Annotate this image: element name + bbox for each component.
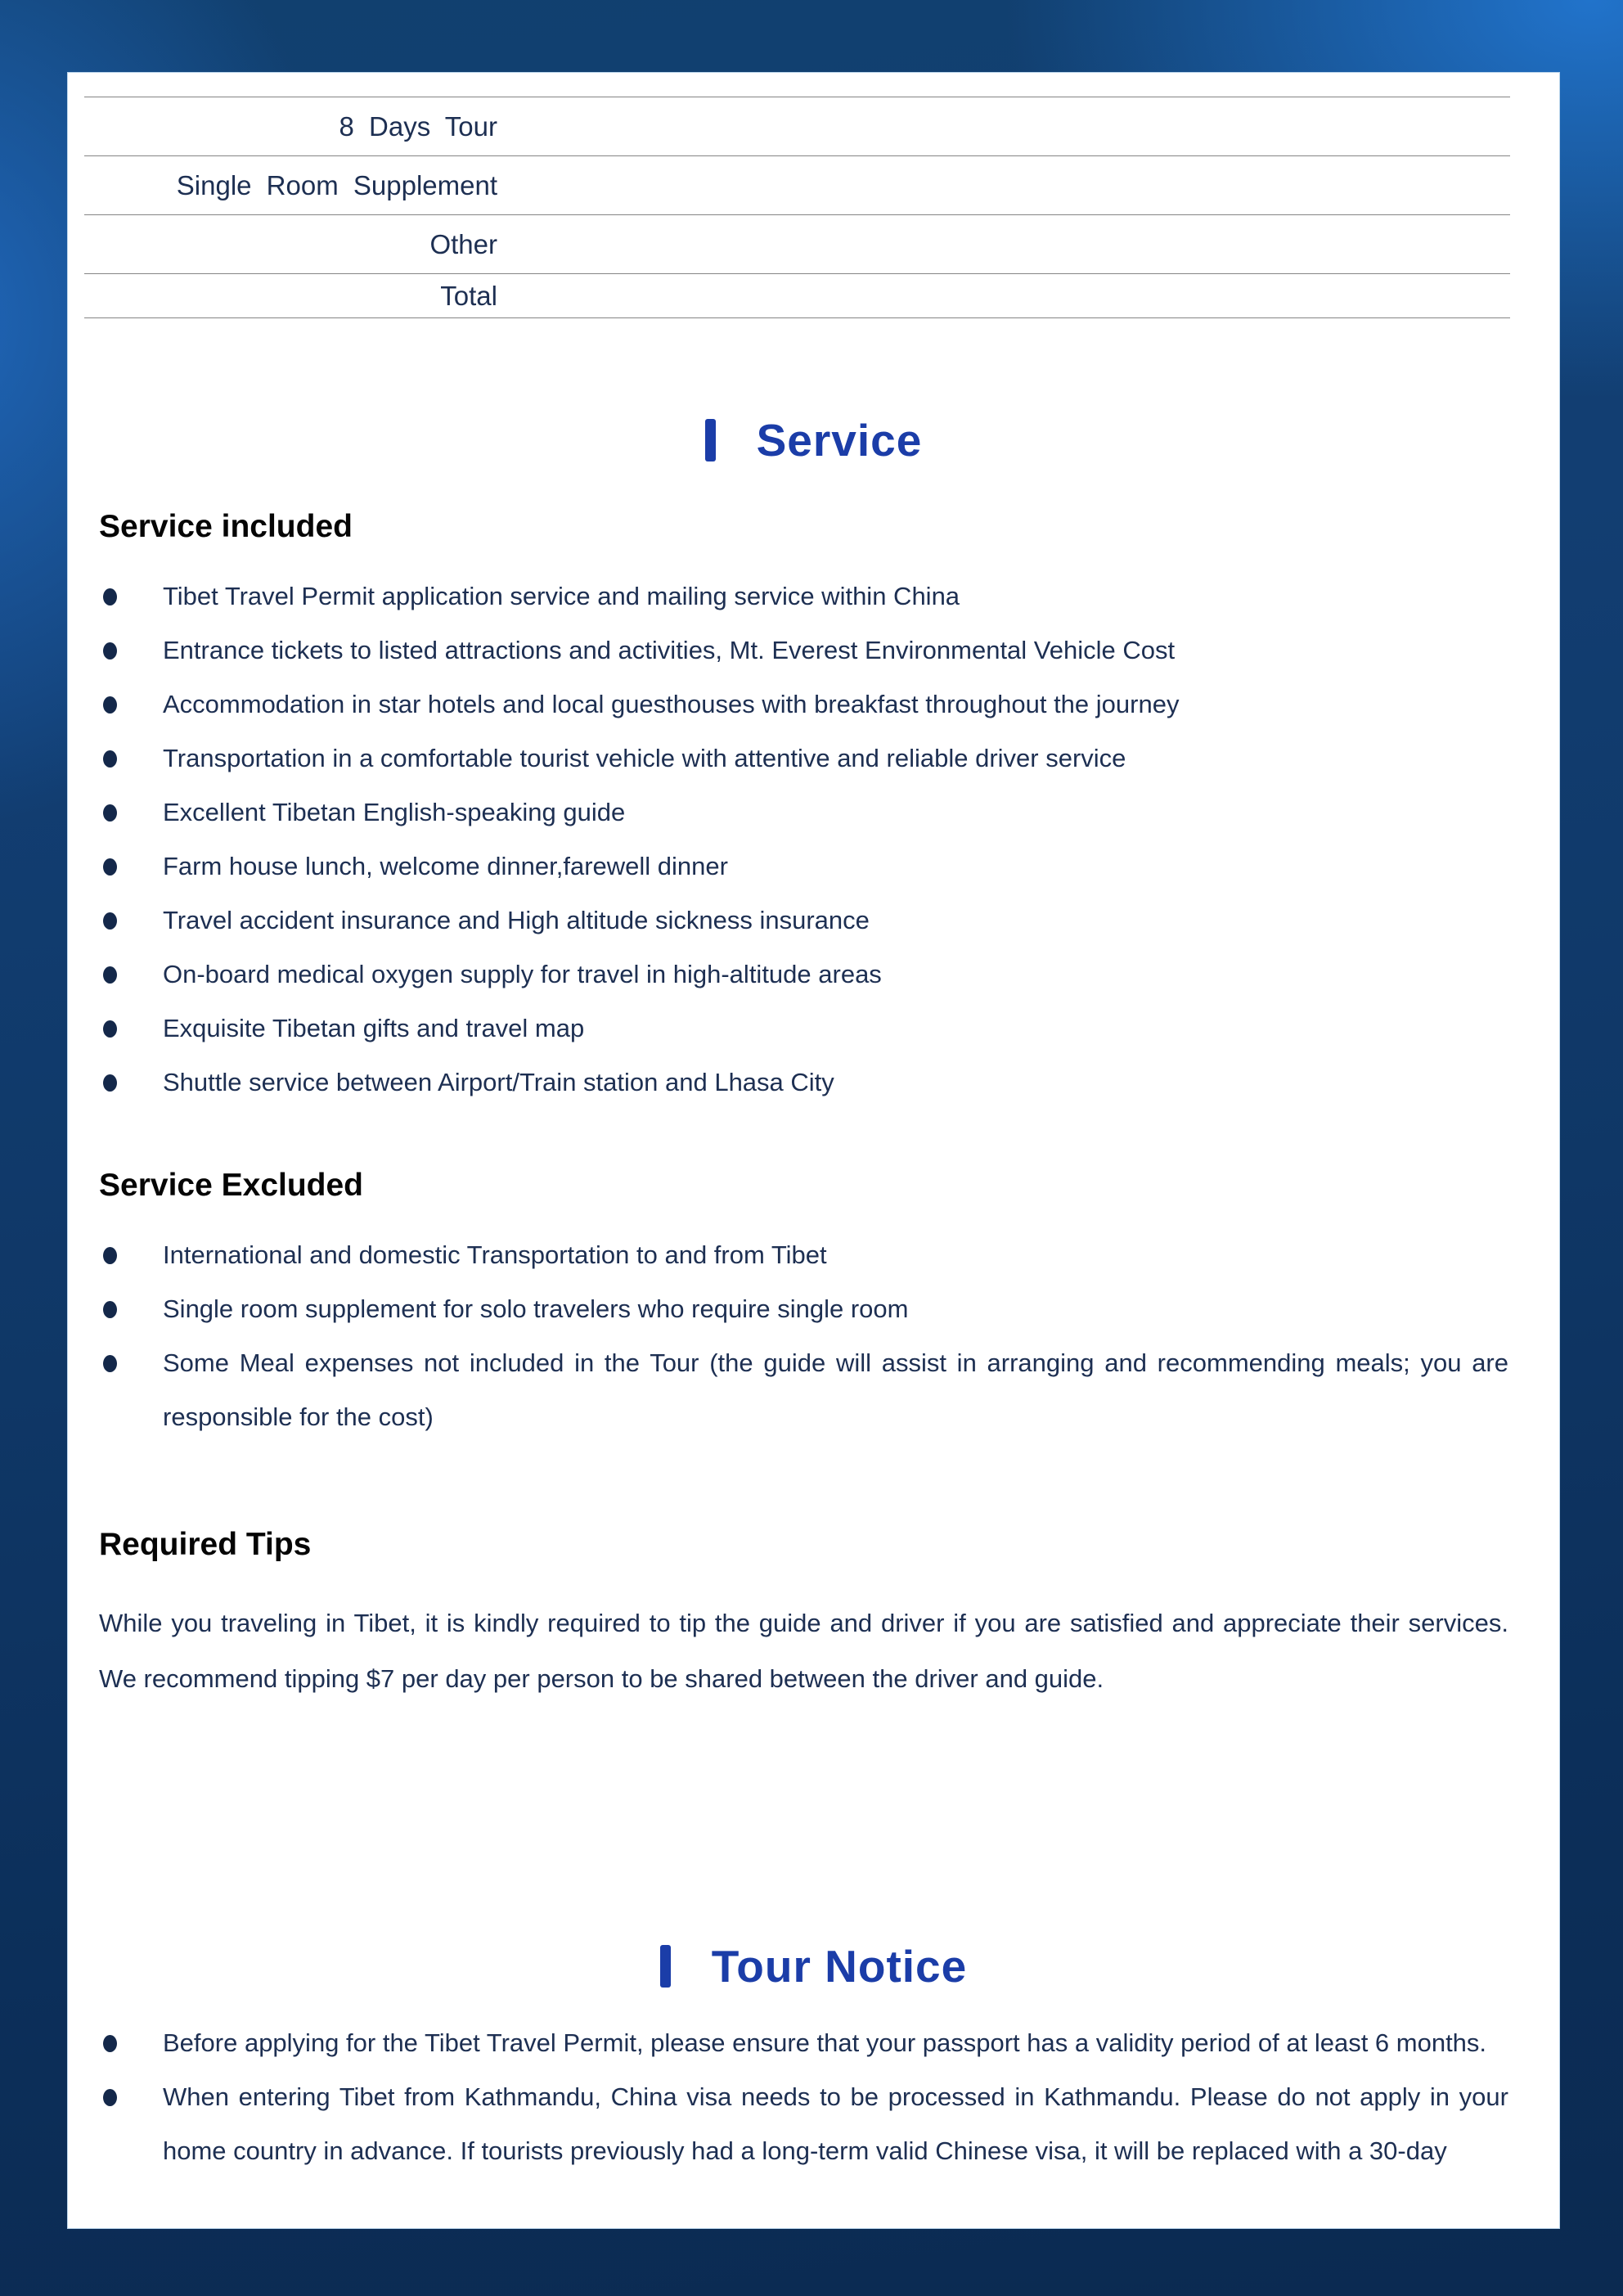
list-item: Tibet Travel Permit application service and mailing service within China [103,569,1508,624]
section-heading-tour-notice [68,1940,1559,1992]
table-row [84,215,1510,274]
bullet-icon [103,1020,117,1038]
service-excluded-list [68,1228,1508,1444]
bullet-icon [103,966,117,984]
bullet-icon [103,2035,117,2052]
bullet-icon [103,2089,117,2106]
list-item: Travel accident insurance and High altitude sickness insurance [103,894,1508,948]
list-item: Farm house lunch, welcome dinner,farewell dinner [103,840,1508,894]
bullet-icon [103,858,117,876]
bullet-icon [103,588,117,606]
table-row-label: Single Room Supplement [176,169,497,200]
list-item: Entrance tickets to listed attractions and activities, Mt. Everest Environmental Vehicle Cost [103,624,1508,678]
document-page [67,72,1560,2229]
list-item: Transportation in a comfortable tourist vehicle with attentive and reliable driver service [103,732,1508,786]
section-title: Tour Notice [711,1940,968,1992]
table-row-label: Other [429,228,497,259]
list-item: Excellent Tibetan English-speaking guide [103,786,1508,840]
table-row-label: 8 Days Tour [339,110,497,142]
bullet-icon [103,804,117,822]
bullet-icon [103,1355,117,1372]
bullet-icon [103,1247,117,1264]
table-row [84,97,1510,156]
subheading-service-excluded: Service Excluded [99,1168,364,1203]
list-item: International and domestic Transportation to and from Tibet [103,1228,1508,1282]
list-item: Accommodation in star hotels and local guesthouses with breakfast throughout the journey [103,678,1508,732]
list-item: When entering Tibet from Kathmandu, China visa needs to be processed in Kathmandu. Please do not apply in your home country in advance. If tourists previously had a long-term valid Chinese visa, it will be replaced with a 30-day [103,2070,1508,2178]
bullet-icon [103,1301,117,1318]
list-item: Single room supplement for solo travelers who require single room [103,1282,1508,1336]
section-title: Service [756,414,923,466]
list-item: Exquisite Tibetan gifts and travel map [103,1002,1508,1056]
bullet-icon [103,1074,117,1092]
heading-bar-icon [660,1945,671,1988]
section-heading-service [68,414,1559,466]
bullet-icon [103,642,117,660]
subheading-required-tips: Required Tips [99,1527,312,1562]
heading-bar-icon [705,419,716,461]
bullet-icon [103,750,117,768]
required-tips-paragraph: While you traveling in Tibet, it is kindly required to tip the guide and driver if you are satisfied and appreciate their services. We recommend tipping $7 per day per person to be shared between the driver and guide. [99,1609,1508,1693]
list-item: Before applying for the Tibet Travel Permit, please ensure that your passport has a validity period of at least 6 months. [103,2016,1508,2070]
bullet-icon [103,696,117,714]
list-item: Some Meal expenses not included in the Tour (the guide will assist in arranging and recommending meals; you are responsible for the cost) [103,1336,1508,1444]
table-row [84,274,1510,318]
table-row [84,156,1510,215]
list-item: On-board medical oxygen supply for travel in high-altitude areas [103,948,1508,1002]
tour-notice-list [68,2016,1508,2178]
subheading-service-included: Service included [99,509,353,544]
service-included-list [68,569,1508,1110]
pricing-table [84,97,1510,318]
bullet-icon [103,912,117,930]
list-item: Shuttle service between Airport/Train station and Lhasa City [103,1056,1508,1110]
table-row-label: Total [440,280,497,311]
